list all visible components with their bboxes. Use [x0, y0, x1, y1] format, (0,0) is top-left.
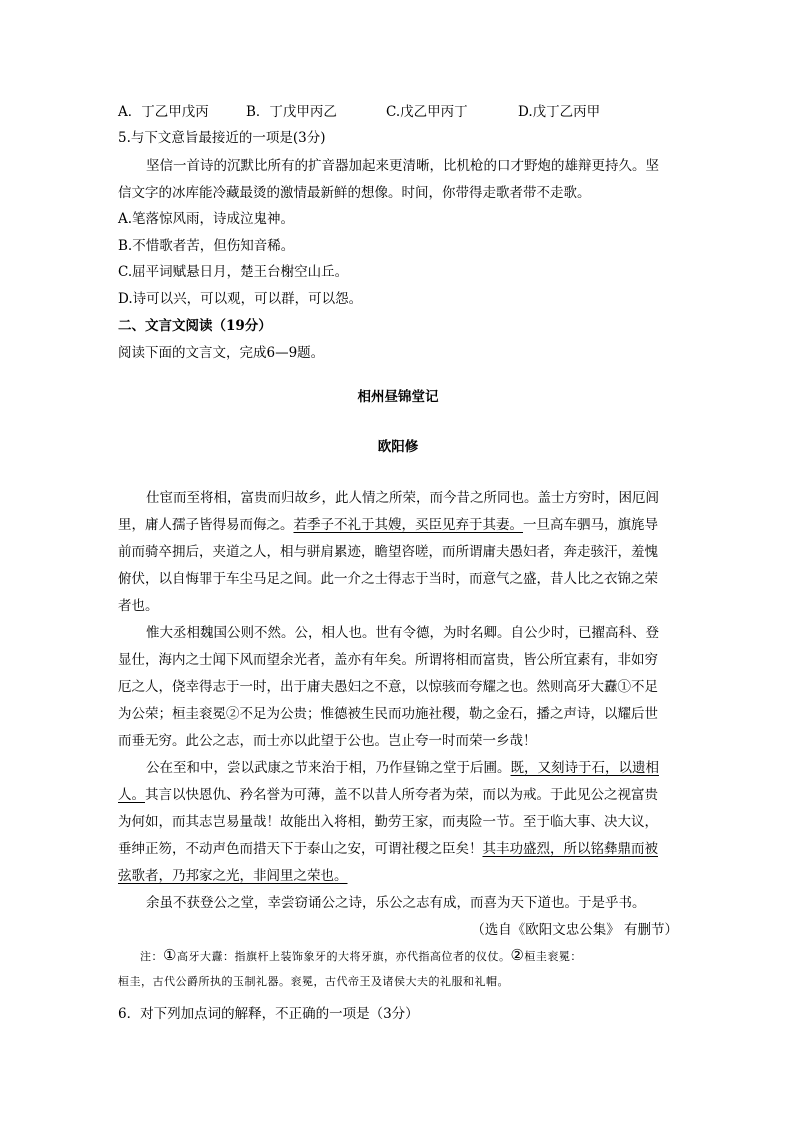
- notes-label: 注：: [140, 950, 163, 963]
- q4-option-d: D.戊丁乙丙甲: [518, 104, 601, 120]
- underlined-sentence: 既，又刻诗于石，以遗相: [510, 760, 659, 776]
- note-2-head: 桓圭衮冕：: [524, 950, 582, 963]
- p1-line: 前而骑卒拥后，夹道之人，相与骈肩累迹，瞻望咨嗟，而所谓庸夫愚妇者，奔走骇汗，羞愧: [118, 544, 658, 560]
- q5-option-d: D.诗可以兴，可以观，可以群，可以怨。: [118, 291, 363, 307]
- p2-line: 厄之人，侥幸得志于一时，出于庸夫愚妇之不意，以惊骇而夸耀之也。然则高牙大纛①不足: [118, 679, 658, 695]
- p4-line: 余虽不获登公之堂，幸尝窃诵公之诗，乐公之志有成，而喜为天下道也。于是乎书。: [146, 895, 646, 911]
- p2-line: 显仕，海内之士闻下风而望余光者，盖亦有年矣。所谓将相而富贵，皆公所宜素有，非如穷: [118, 652, 658, 668]
- q5-option-c: C.屈平词赋悬日月，楚王台榭空山丘。: [118, 264, 349, 280]
- note-marker: ①: [163, 946, 177, 964]
- underlined-sentence: 若季子不礼于其嫂，买臣见弃于其妻。: [293, 517, 523, 533]
- section-instruction: 阅读下面的文言文，完成6—9题。: [118, 345, 325, 361]
- p1-line: [118, 516, 678, 534]
- underlined-sentence: 其丰功盛烈，所以铭彝鼎而被: [482, 841, 658, 857]
- text: 公在至和中，尝以武康之节来治于相，乃作昼锦之堂于后圃。: [146, 760, 511, 776]
- p1-line: 俯伏，以自悔罪于车尘马足之间。此一介之士得志于当时，而意气之盛，昔人比之衣锦之荣: [118, 571, 658, 587]
- note-1: 高牙大纛：指旗杆上装饰象牙的大将牙旗，亦代指高位者的仪仗。: [176, 950, 511, 963]
- text: 一旦高车驷马，旗旄导: [523, 517, 658, 533]
- article-source: （选自《欧阳文忠公集》 有删节）: [471, 922, 678, 938]
- q5-option-b: B.不惜歌者苦，但伤知音稀。: [118, 238, 295, 254]
- q4-option-a: A．丁乙甲戊丙: [118, 104, 209, 120]
- q5-stem: 5.与下文意旨最接近的一项是(3分): [118, 130, 326, 146]
- p3-line: [146, 759, 678, 777]
- p3-line: [118, 867, 678, 885]
- notes-line: [118, 946, 678, 966]
- text: 其言以快恩仇、矜名誉为可薄，盖不以昔人所夸者为荣，而以为戒。于此见公之视富贵: [145, 787, 658, 803]
- p2-line: 惟大丞相魏国公则不然。公，相人也。世有令德，为时名卿。自公少时，已擢高科、登: [146, 625, 659, 641]
- p1-line: 仕宦而至将相，富贵而归故乡，此人情之所荣，而今昔之所同也。盖士方穷时，困厄闾: [146, 490, 659, 506]
- p2-line: 而垂无穷。此公之志，而士亦以此望于公也。岂止夸一时而荣一乡哉！: [118, 733, 537, 749]
- p3-line: [118, 840, 678, 858]
- p3-line: 为何如，而其志岂易量哉！故能出入将相，勤劳王家，而夷险一节。至于临大事、决大议，: [118, 814, 658, 830]
- q6-stem: 6．对下列加点词的解释，不正确的一项是（3分）: [118, 1006, 419, 1022]
- notes-line: 桓圭，古代公爵所执的玉制礼器。衮冕，古代帝王及诸侯大夫的礼服和礼帽。: [118, 975, 509, 988]
- p1-line: 者也。: [118, 598, 159, 614]
- section-heading: 二、文言文阅读（19分）: [118, 318, 272, 334]
- article-author: 欧阳修: [377, 439, 419, 455]
- text: 垂绅正笏，不动声色而措天下于泰山之安，可谓社稷之臣矣！: [118, 841, 483, 857]
- underlined-sentence: 弦歌者，乃邦家之光，非闾里之荣也。: [118, 868, 348, 884]
- text: 里，庸人孺子皆得易而侮之。: [118, 517, 294, 533]
- article-title: 相州昼锦堂记: [357, 389, 439, 405]
- underlined-sentence: 人。: [118, 787, 145, 803]
- q5-passage-line: 信文字的冰库能冷藏最烫的激情最新鲜的想像。时间，你带得走歌者带不走歌。: [118, 185, 591, 201]
- p2-line: 为公荣；桓圭衮冕②不足为公贵；惟德被生民而功施社稷，勒之金石，播之声诗，以耀后世: [118, 706, 658, 722]
- q4-option-b: B．丁戊甲丙乙: [246, 104, 337, 120]
- note-marker: ②: [510, 946, 525, 964]
- q4-option-c: C.戊乙甲丙丁: [386, 104, 468, 120]
- q5-option-a: A.笔落惊风雨，诗成泣鬼神。: [118, 211, 295, 227]
- q5-passage-line: 坚信一首诗的沉默比所有的扩音器加起来更清晰，比机枪的口才野炮的雄辩更持久。坚: [146, 158, 659, 174]
- p3-line: [118, 786, 678, 804]
